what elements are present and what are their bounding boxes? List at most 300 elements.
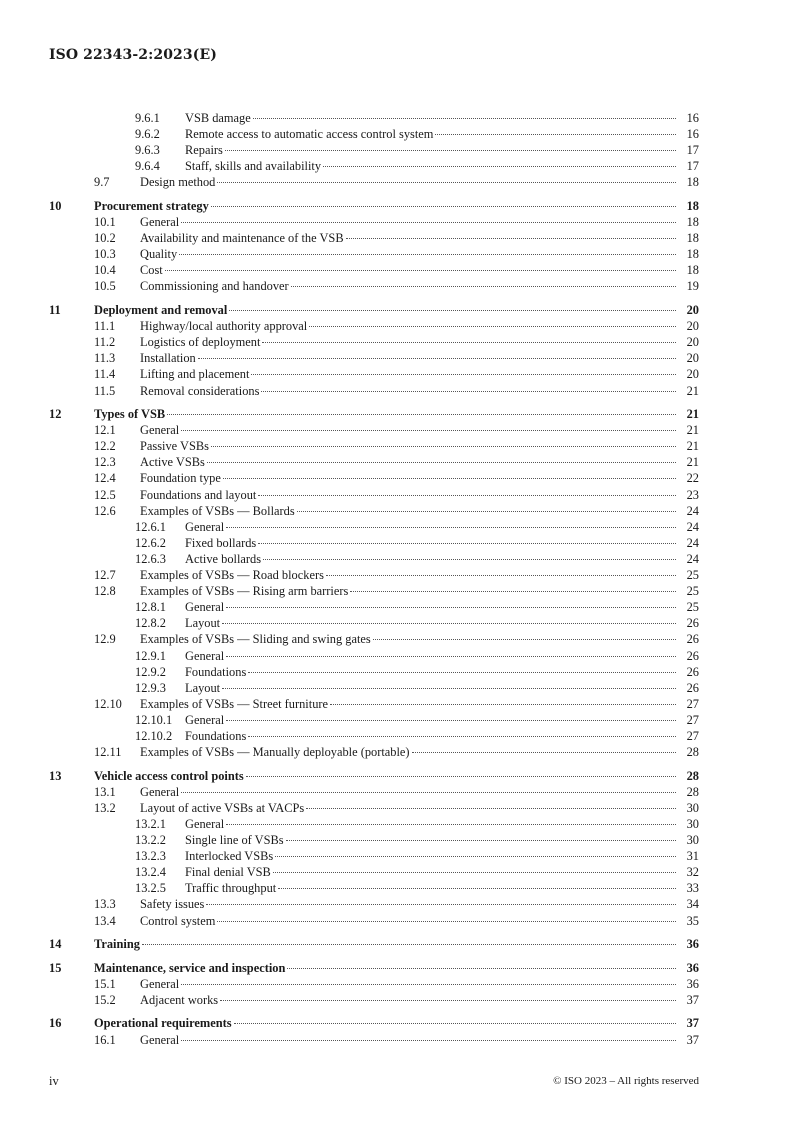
toc-entry-title: Repairs [185, 143, 223, 158]
toc-entry-number: 12.9.3 [135, 680, 166, 695]
toc-entry-title-row [185, 728, 677, 744]
dot-leader [167, 414, 676, 415]
toc-entry-title-row [140, 800, 677, 816]
toc-entry-number: 13.3 [94, 897, 116, 912]
toc-entry-title: General [185, 712, 225, 727]
toc-entry[interactable] [49, 728, 699, 744]
toc-entry-title: General [185, 648, 225, 663]
toc-entry[interactable] [49, 864, 699, 880]
toc-entry-number: 13.4 [94, 913, 116, 928]
toc-entry-title: Types of VSB [94, 407, 166, 422]
toc-entry-number: 12.10.1 [135, 712, 173, 727]
toc-entry-title: Examples of VSBs — Bollards [140, 503, 295, 518]
toc-entry-title: General [185, 816, 225, 831]
toc-entry-number: 12.3 [94, 455, 116, 470]
dot-leader [226, 656, 676, 657]
toc-entry-number: 10.4 [94, 263, 116, 278]
toc-entry-page: 27 [686, 728, 699, 743]
toc-entry-title: Active VSBs [140, 455, 205, 470]
toc-entry-title-row [140, 318, 677, 334]
toc-entry-number: 12.4 [94, 471, 116, 486]
toc-entry-title-row [94, 936, 677, 952]
toc-entry-page: 19 [686, 279, 699, 294]
toc-entry-number: 13.2.2 [135, 833, 166, 848]
toc-entry[interactable] [49, 936, 699, 952]
toc-entry[interactable] [49, 302, 699, 318]
dot-leader [181, 984, 676, 985]
toc-entry-page: 17 [686, 159, 699, 174]
toc-entry-number: 9.6.4 [135, 159, 160, 174]
toc-entry[interactable] [49, 1015, 699, 1031]
toc-entry-number: 11.3 [94, 351, 116, 366]
toc-entry[interactable] [49, 848, 699, 864]
toc-entry-page: 26 [686, 664, 699, 679]
toc-entry-number: 11.5 [94, 383, 116, 398]
toc-entry[interactable] [49, 406, 699, 422]
dot-leader [246, 776, 676, 777]
toc-entry-number: 12.8 [94, 584, 116, 599]
toc-entry-number: 12.6.2 [135, 535, 166, 550]
toc-entry-page: 21 [686, 439, 699, 454]
toc-entry-page: 32 [686, 865, 699, 880]
toc-entry[interactable] [49, 142, 699, 158]
toc-entry-title: General [140, 976, 180, 991]
toc-entry-title-row [185, 848, 677, 864]
dot-leader [142, 944, 676, 945]
toc-entry-title-row [140, 334, 677, 350]
toc-entry-title-row [140, 503, 677, 519]
toc-entry-title-row [185, 110, 677, 126]
toc-entry-title-row [185, 599, 677, 615]
toc-entry-number: 14 [49, 937, 62, 952]
toc-entry-number: 12.8.1 [135, 600, 166, 615]
dot-leader [412, 752, 676, 753]
toc-entry-title: Examples of VSBs — Rising arm barriers [140, 584, 349, 599]
toc-entry[interactable] [49, 896, 699, 912]
toc-entry-title-row [185, 880, 677, 896]
toc-entry[interactable] [49, 992, 699, 1008]
toc-entry-page: 20 [686, 335, 699, 350]
toc-entry[interactable] [49, 214, 699, 230]
toc-entry-page: 37 [686, 1032, 699, 1047]
dot-leader [211, 206, 676, 207]
toc-entry-page: 18 [686, 231, 699, 246]
toc-entry[interactable] [49, 913, 699, 929]
toc-entry[interactable] [49, 800, 699, 816]
toc-entry-title-row [140, 262, 677, 278]
dot-leader [261, 391, 676, 392]
toc-entry[interactable] [49, 648, 699, 664]
toc-entry-title: Examples of VSBs — Manually deployable (portable) [140, 745, 410, 760]
toc-entry-title: Examples of VSBs — Road blockers [140, 568, 324, 583]
toc-entry-page: 35 [686, 913, 699, 928]
toc-entry-title: Training [94, 937, 140, 952]
toc-entry-number: 13.1 [94, 784, 116, 799]
toc-entry-number: 13 [49, 768, 62, 783]
toc-entry-title: General [185, 600, 225, 615]
toc-entry-page: 30 [686, 800, 699, 815]
toc-entry-page: 25 [686, 568, 699, 583]
dot-leader [181, 792, 676, 793]
dot-leader [179, 254, 676, 255]
toc-entry-page: 18 [686, 263, 699, 278]
toc-entry-number: 9.6.2 [135, 127, 160, 142]
toc-entry-page: 37 [686, 1016, 699, 1031]
toc-entry-title-row [140, 583, 677, 599]
toc-entry-title-row [140, 631, 677, 647]
toc-entry-number: 9.6.3 [135, 143, 160, 158]
dot-leader [217, 921, 676, 922]
toc-entry[interactable] [49, 334, 699, 350]
toc-entry[interactable] [49, 383, 699, 399]
toc-entry-title: Final denial VSB [185, 865, 271, 880]
toc-entry[interactable] [49, 487, 699, 503]
toc-entry-title: Staff, skills and availability [185, 159, 322, 174]
toc-entry-number: 12.11 [94, 745, 122, 760]
toc-entry-page: 24 [686, 535, 699, 550]
toc-entry[interactable] [49, 1032, 699, 1048]
toc-entry-page: 20 [686, 351, 699, 366]
toc-entry-number: 12.7 [94, 568, 116, 583]
toc-entry-title-row [185, 551, 677, 567]
dot-leader [435, 134, 676, 135]
toc-entry-title-row [140, 896, 677, 912]
toc-entry[interactable] [49, 768, 699, 784]
toc-entry[interactable] [49, 422, 699, 438]
toc-entry-title-row [185, 126, 677, 142]
toc-entry-page: 30 [686, 833, 699, 848]
toc-entry-title: General [185, 519, 225, 534]
toc-entry-number: 13.2.5 [135, 881, 166, 896]
toc-entry[interactable] [49, 110, 699, 126]
dot-leader [258, 543, 676, 544]
dot-leader [248, 672, 676, 673]
toc-entry-title: Foundations and layout [140, 487, 257, 502]
toc-entry-title-row [140, 438, 677, 454]
copyright-notice: © ISO 2023 – All rights reserved [553, 1075, 699, 1087]
toc-entry-title: Control system [140, 913, 216, 928]
toc-entry-title-row [140, 976, 677, 992]
dot-leader [350, 591, 676, 592]
toc-entry-page: 24 [686, 503, 699, 518]
page-number: iv [49, 1074, 59, 1088]
dot-leader [275, 856, 676, 857]
dot-leader [181, 1040, 676, 1041]
toc-entry-title: Highway/local authority approval [140, 319, 308, 334]
dot-leader [323, 166, 676, 167]
toc-entry-number: 10 [49, 198, 62, 213]
toc-entry[interactable] [49, 438, 699, 454]
toc-entry-page: 20 [686, 367, 699, 382]
dot-leader [181, 430, 676, 431]
toc-entry-page: 26 [686, 632, 699, 647]
dot-leader [198, 358, 676, 359]
toc-entry-title-row [185, 832, 677, 848]
toc-entry[interactable] [49, 262, 699, 278]
dot-leader [207, 462, 676, 463]
toc-entry-title: Single line of VSBs [185, 833, 284, 848]
dot-leader [291, 286, 676, 287]
toc-entry-number: 11 [49, 303, 61, 318]
dot-leader [220, 1000, 676, 1001]
toc-entry[interactable] [49, 816, 699, 832]
toc-entry-title-row [185, 519, 677, 535]
toc-entry-title: Adjacent works [140, 992, 219, 1007]
toc-entry-title-row [185, 816, 677, 832]
toc-entry-number: 11.1 [94, 319, 116, 334]
toc-entry-page: 36 [686, 937, 699, 952]
toc-entry[interactable] [49, 880, 699, 896]
toc-entry-title-row [140, 696, 677, 712]
toc-entry-title: Operational requirements [94, 1016, 232, 1031]
toc-entry-title-row [140, 174, 677, 190]
toc-entry[interactable] [49, 599, 699, 615]
toc-entry-title-row [140, 784, 677, 800]
toc-entry-page: 22 [686, 471, 699, 486]
toc-entry-number: 12.10.2 [135, 728, 173, 743]
toc-entry-title: Cost [140, 263, 163, 278]
table-of-contents [49, 110, 699, 1048]
toc-entry-number: 12.9.2 [135, 664, 166, 679]
toc-entry-number: 10.2 [94, 231, 116, 246]
toc-entry-title: Logistics of deployment [140, 335, 261, 350]
toc-entry-title-row [185, 615, 677, 631]
dot-leader [373, 639, 676, 640]
toc-entry[interactable] [49, 246, 699, 262]
toc-entry-title-row [94, 198, 677, 214]
toc-entry[interactable] [49, 664, 699, 680]
document-header: ISO 22343-2:2023(E) [49, 47, 217, 63]
toc-entry-number: 15 [49, 960, 62, 975]
toc-entry-number: 10.1 [94, 215, 116, 230]
toc-entry-page: 21 [686, 407, 699, 422]
dot-leader [206, 904, 676, 905]
toc-entry-title: Installation [140, 351, 196, 366]
toc-entry[interactable] [49, 832, 699, 848]
toc-entry[interactable] [49, 976, 699, 992]
toc-entry-title-row [140, 422, 677, 438]
dot-leader [286, 840, 676, 841]
toc-entry-number: 9.7 [94, 175, 110, 190]
toc-entry-page: 18 [686, 215, 699, 230]
toc-entry-page: 24 [686, 551, 699, 566]
dot-leader [306, 808, 676, 809]
dot-leader [273, 872, 676, 873]
toc-entry-title: Commissioning and handover [140, 279, 289, 294]
toc-entry[interactable] [49, 680, 699, 696]
toc-entry-page: 21 [686, 383, 699, 398]
toc-entry-title-row [140, 567, 677, 583]
toc-entry-title-row [94, 768, 677, 784]
toc-entry-title: Foundation type [140, 471, 221, 486]
toc-entry-title-row [140, 246, 677, 262]
toc-entry-title: General [140, 423, 180, 438]
toc-entry-page: 27 [686, 696, 699, 711]
toc-entry-title-row [185, 142, 677, 158]
toc-entry[interactable] [49, 454, 699, 470]
toc-entry-number: 11.4 [94, 367, 116, 382]
toc-entry-title-row [140, 1032, 677, 1048]
toc-entry[interactable] [49, 174, 699, 190]
toc-entry[interactable] [49, 960, 699, 976]
toc-entry[interactable] [49, 744, 699, 760]
toc-entry-page: 20 [686, 303, 699, 318]
toc-entry-number: 12.8.2 [135, 616, 166, 631]
toc-entry-page: 37 [686, 992, 699, 1007]
toc-entry-page: 33 [686, 881, 699, 896]
toc-entry[interactable] [49, 631, 699, 647]
toc-entry[interactable] [49, 366, 699, 382]
toc-entry-title-row [140, 744, 677, 760]
toc-entry-number: 15.1 [94, 976, 116, 991]
dot-leader [253, 118, 676, 119]
toc-entry-title-row [94, 302, 677, 318]
toc-entry-page: 26 [686, 648, 699, 663]
toc-entry-page: 28 [686, 784, 699, 799]
dot-leader [263, 559, 676, 560]
toc-entry-page: 36 [686, 976, 699, 991]
dot-leader [222, 623, 676, 624]
toc-entry-title-row [140, 383, 677, 399]
toc-entry[interactable] [49, 470, 699, 486]
toc-entry-title-row [140, 366, 677, 382]
toc-entry[interactable] [49, 350, 699, 366]
dot-leader [181, 222, 676, 223]
toc-entry[interactable] [49, 158, 699, 174]
toc-entry[interactable] [49, 615, 699, 631]
toc-entry-page: 25 [686, 584, 699, 599]
toc-entry-title-row [140, 487, 677, 503]
toc-entry[interactable] [49, 583, 699, 599]
toc-entry-title: Passive VSBs [140, 439, 209, 454]
dot-leader [262, 342, 676, 343]
toc-entry-number: 13.2.4 [135, 865, 166, 880]
toc-entry-title-row [140, 214, 677, 230]
dot-leader [226, 720, 676, 721]
toc-entry-number: 13.2.3 [135, 849, 166, 864]
toc-entry-title: Availability and maintenance of the VSB [140, 231, 344, 246]
dot-leader [165, 270, 676, 271]
toc-entry-title-row [94, 960, 677, 976]
toc-entry-number: 15.2 [94, 992, 116, 1007]
toc-entry-page: 36 [686, 960, 699, 975]
dot-leader [287, 968, 676, 969]
toc-entry-title: General [140, 1032, 180, 1047]
toc-entry-number: 12.9 [94, 632, 116, 647]
toc-entry[interactable] [49, 567, 699, 583]
dot-leader [297, 511, 676, 512]
toc-entry[interactable] [49, 551, 699, 567]
toc-entry-title: Maintenance, service and inspection [94, 960, 286, 975]
toc-entry-title: Foundations [185, 728, 247, 743]
toc-entry-page: 34 [686, 897, 699, 912]
toc-entry-title-row [140, 230, 677, 246]
dot-leader [225, 150, 676, 151]
toc-entry[interactable] [49, 230, 699, 246]
toc-entry-page: 16 [686, 127, 699, 142]
toc-entry-title: Deployment and removal [94, 303, 228, 318]
toc-entry-title-row [140, 913, 677, 929]
toc-entry-title-row [94, 406, 677, 422]
toc-entry-number: 12 [49, 407, 62, 422]
dot-leader [248, 736, 676, 737]
toc-entry[interactable] [49, 784, 699, 800]
toc-entry-number: 12.2 [94, 439, 116, 454]
toc-entry[interactable] [49, 126, 699, 142]
toc-entry-page: 24 [686, 519, 699, 534]
toc-entry[interactable] [49, 519, 699, 535]
toc-entry-number: 13.2.1 [135, 816, 166, 831]
toc-entry-number: 11.2 [94, 335, 116, 350]
toc-entry-title-row [140, 992, 677, 1008]
toc-entry[interactable] [49, 278, 699, 294]
toc-entry[interactable] [49, 696, 699, 712]
toc-entry-title-row [185, 680, 677, 696]
toc-entry-title: Fixed bollards [185, 535, 257, 550]
toc-entry-title: Quality [140, 247, 178, 262]
toc-entry-title-row [185, 712, 677, 728]
toc-entry-title-row [140, 278, 677, 294]
toc-entry[interactable] [49, 535, 699, 551]
toc-entry-title: VSB damage [185, 111, 251, 125]
toc-entry-title: Safety issues [140, 897, 205, 912]
dot-leader [223, 478, 676, 479]
dot-leader [251, 374, 676, 375]
toc-entry[interactable] [49, 712, 699, 728]
toc-entry-page: 26 [686, 616, 699, 631]
toc-entry-title: General [140, 215, 180, 230]
toc-entry[interactable] [49, 198, 699, 214]
toc-entry-title: Vehicle access control points [94, 768, 244, 783]
toc-entry-page: 18 [686, 247, 699, 262]
dot-leader [226, 607, 676, 608]
toc-entry-title: Layout [185, 616, 221, 631]
toc-entry-title: Interlocked VSBs [185, 849, 274, 864]
toc-entry-title: Remote access to automatic access control system [185, 127, 434, 142]
toc-entry-page: 26 [686, 680, 699, 695]
dot-leader [258, 495, 676, 496]
toc-entry[interactable] [49, 503, 699, 519]
toc-entry-title: Layout of active VSBs at VACPs [140, 800, 305, 815]
toc-entry-number: 12.10 [94, 696, 122, 711]
toc-entry-page: 17 [686, 143, 699, 158]
toc-entry-title: Removal considerations [140, 383, 260, 398]
toc-entry-number: 12.6.1 [135, 519, 166, 534]
dot-leader [226, 824, 676, 825]
toc-entry-number: 10.3 [94, 247, 116, 262]
dot-leader [226, 527, 676, 528]
toc-entry-number: 12.5 [94, 487, 116, 502]
toc-entry-number: 12.1 [94, 423, 116, 438]
toc-entry-page: 21 [686, 423, 699, 438]
toc-entry-title-row [185, 158, 677, 174]
dot-leader [278, 888, 676, 889]
toc-entry-title-row [185, 648, 677, 664]
dot-leader [330, 704, 676, 705]
dot-leader [222, 688, 676, 689]
dot-leader [211, 446, 676, 447]
toc-entry-page: 16 [686, 111, 699, 125]
toc-entry-number: 12.6.3 [135, 551, 166, 566]
toc-entry-page: 20 [686, 319, 699, 334]
toc-entry-page: 31 [686, 849, 699, 864]
toc-entry-page: 18 [686, 175, 699, 190]
toc-entry-page: 27 [686, 712, 699, 727]
toc-entry-page: 21 [686, 455, 699, 470]
toc-entry-title: Procurement strategy [94, 198, 209, 213]
toc-entry[interactable] [49, 318, 699, 334]
toc-entry-page: 28 [686, 745, 699, 760]
